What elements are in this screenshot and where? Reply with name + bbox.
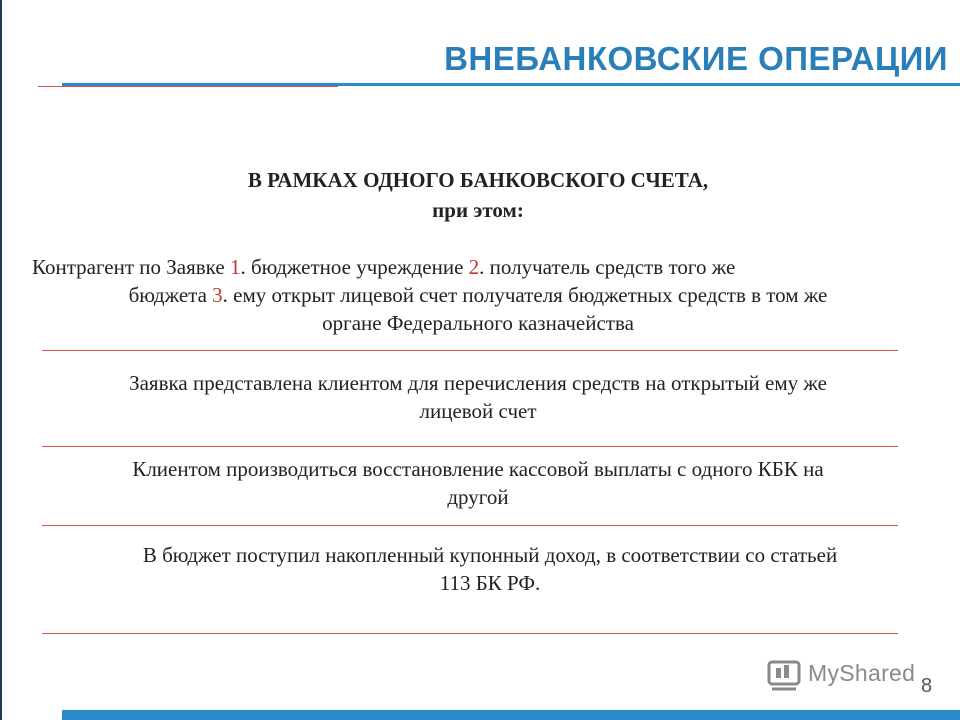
list-item	[28, 455, 928, 511]
item-1-line-1	[28, 253, 928, 281]
title-underline-accent	[38, 86, 338, 87]
slide-left-edge	[0, 0, 2, 720]
page-number: 8	[921, 675, 933, 697]
item-1-text: . ему открыт лицевой счет получателя бюджетных средств в том же	[222, 283, 828, 307]
item-2-line-2: лицевой счет	[419, 399, 537, 423]
item-1-text: бюджета	[128, 283, 213, 307]
item-1-text: . бюджетное учреждение	[240, 255, 469, 279]
item-1-text: Контрагент по Заявке	[32, 255, 230, 279]
item-4-line-1: В бюджет поступил накопленный купонный доход, в соответствии со статьей	[142, 543, 838, 567]
subheading-line-2: при этом:	[432, 198, 524, 222]
item-2-line-1: Заявка представлена клиентом для перечисления средств на открытый ему же	[129, 371, 827, 395]
item-3-line-2: другой	[447, 485, 509, 509]
myshared-logo-icon	[766, 656, 804, 694]
item-1-line-3: органе Федерального казначейства	[322, 311, 634, 335]
item-1-text: . получатель средств того же	[479, 255, 736, 279]
subheading-line-1: В РАМКАХ ОДНОГО БАНКОВСКОГО СЧЕТА,	[247, 168, 709, 192]
item-4-line-2: 113 БК РФ.	[439, 571, 541, 595]
item-1-number-3: 3	[212, 283, 223, 307]
separator-line	[42, 525, 898, 526]
separator-line	[42, 350, 898, 351]
list-item	[28, 253, 928, 337]
slide-title: ВНЕБАНКОВСКИЕ ОПЕРАЦИИ	[444, 40, 948, 77]
bottom-accent-bar	[62, 710, 960, 720]
item-3-line-1: Клиентом производиться восстановление кассовой выплаты с одного КБК на	[132, 457, 824, 481]
item-1-line-2	[28, 281, 928, 309]
myshared-watermark	[766, 656, 931, 696]
separator-line	[42, 633, 898, 634]
item-1-number-2: 2	[468, 255, 480, 279]
item-1-number-1: 1	[229, 255, 241, 279]
list-item	[28, 369, 928, 425]
separator-line	[42, 446, 898, 447]
subheading	[28, 165, 928, 225]
myshared-logo-text: MyShared	[808, 660, 916, 686]
list-item	[40, 541, 940, 597]
